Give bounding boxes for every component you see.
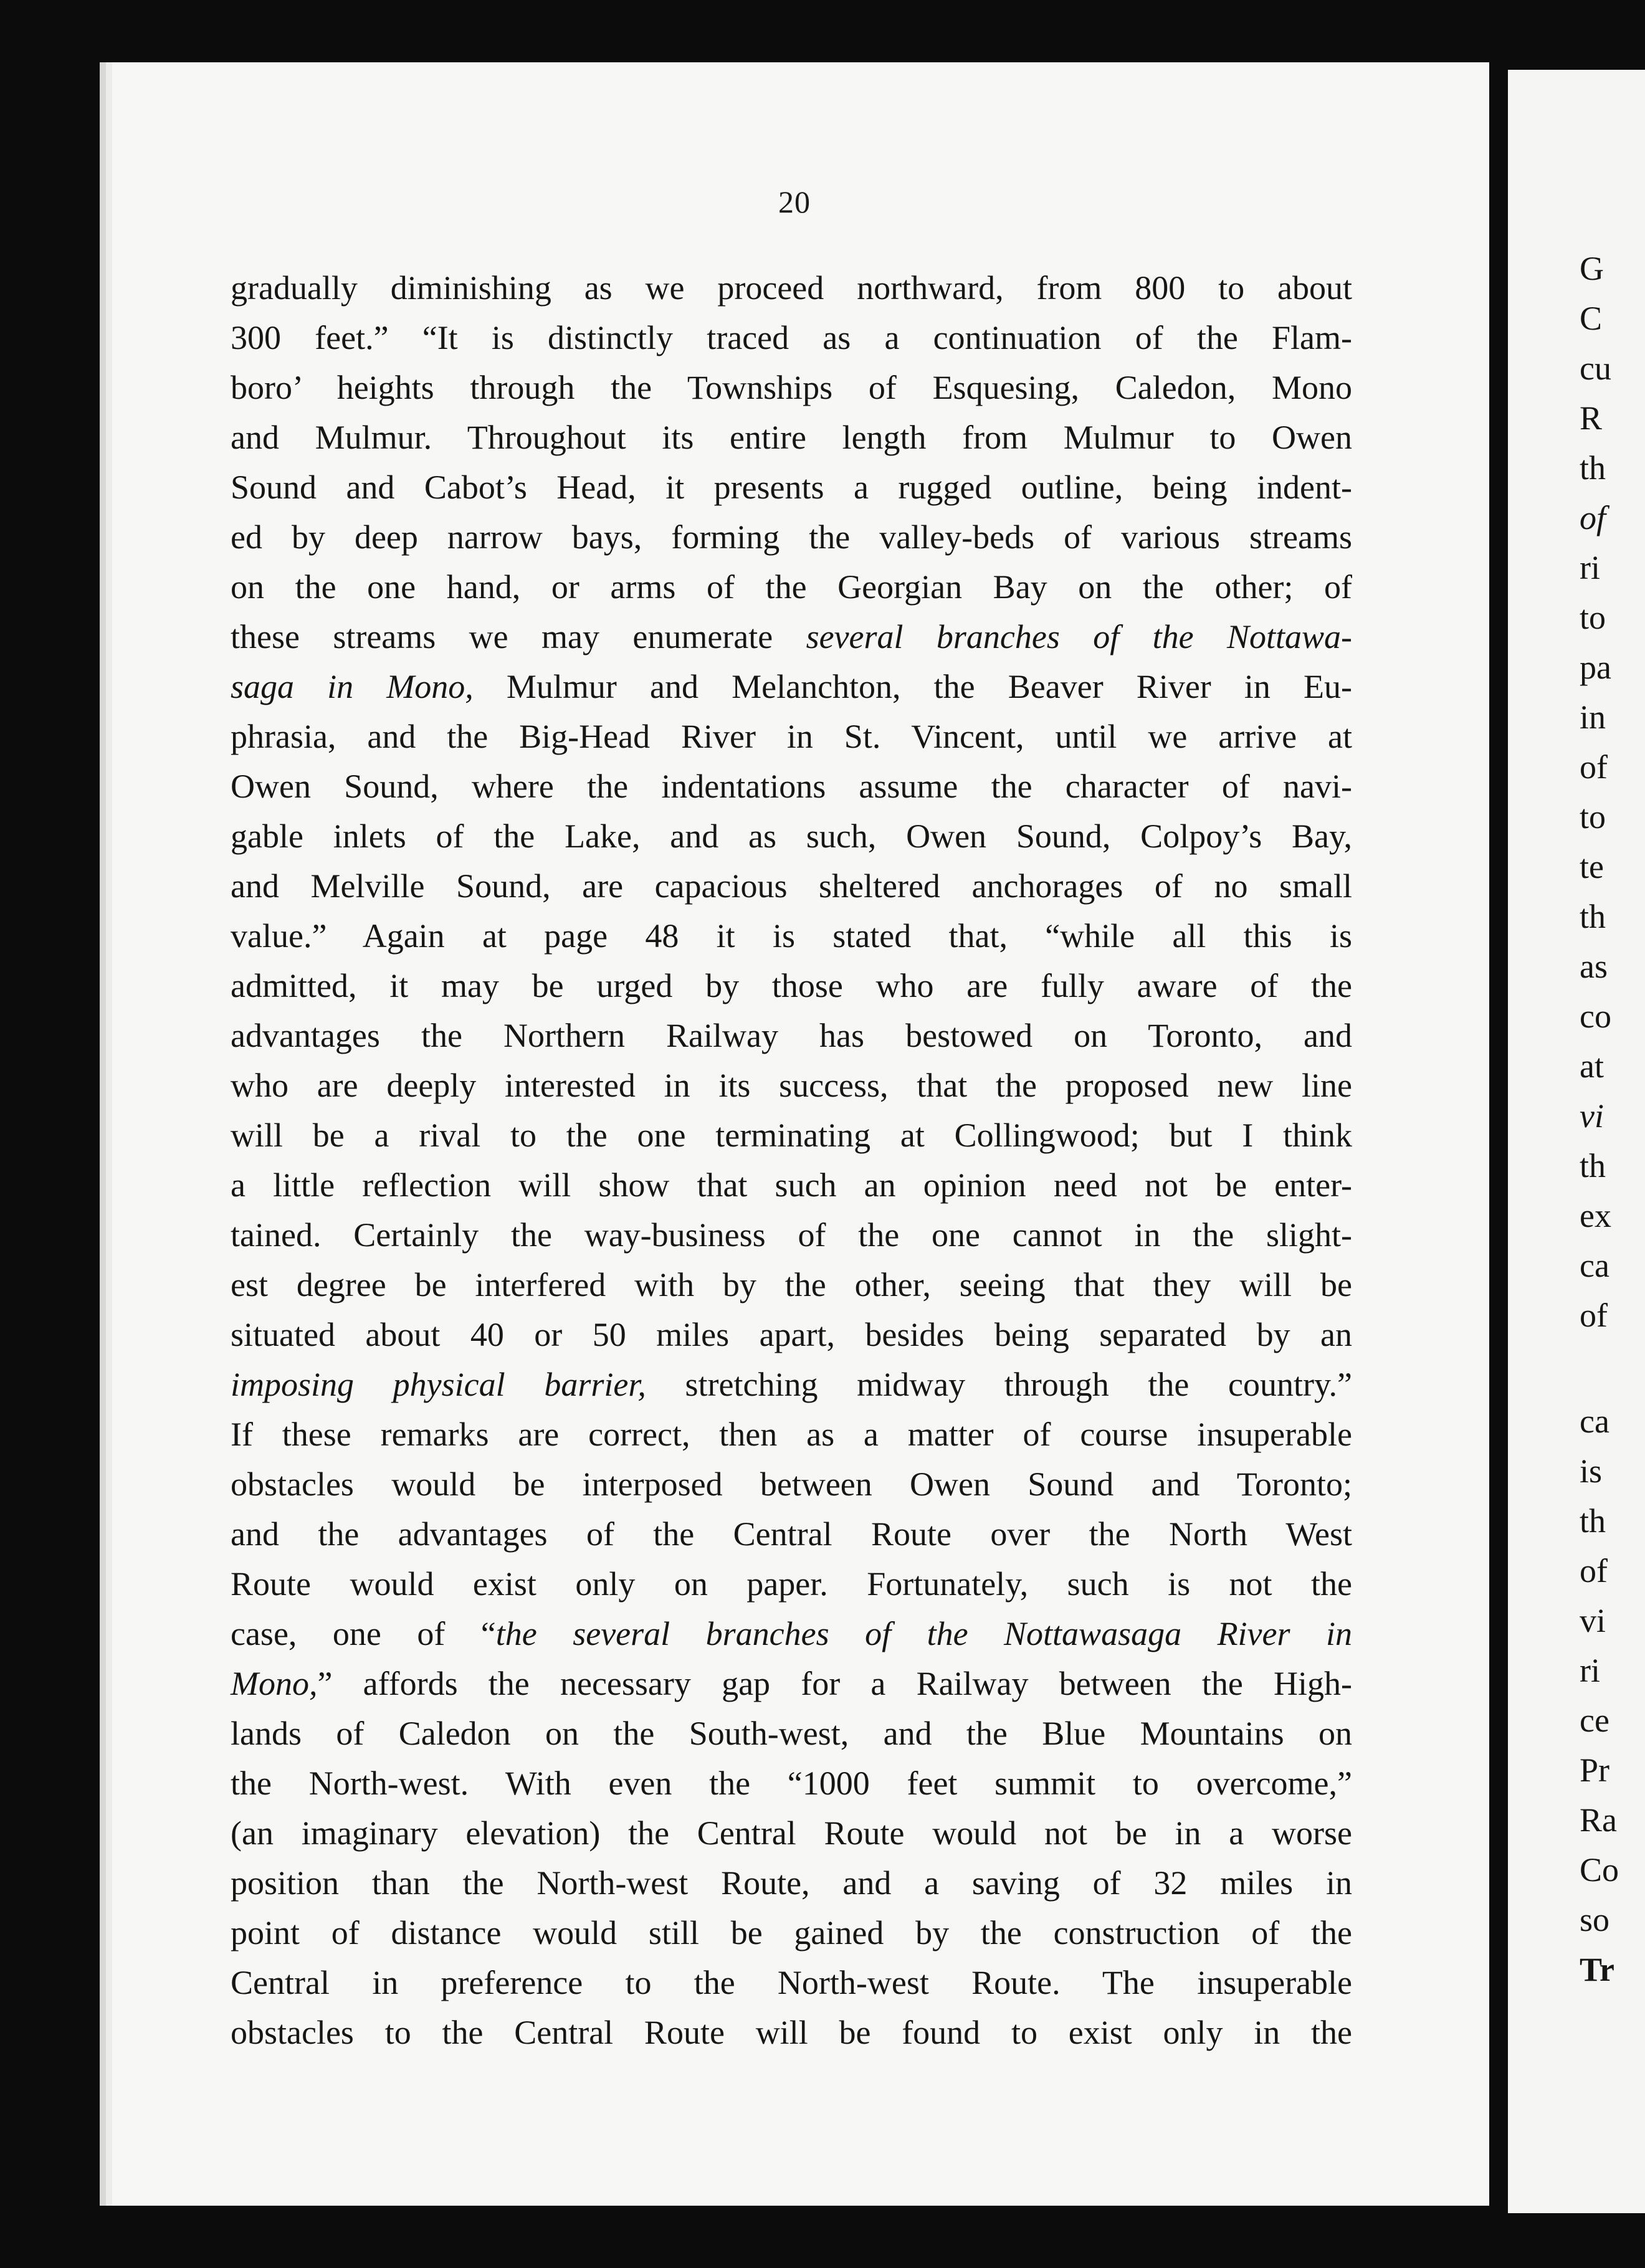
- text-line: [231, 662, 1352, 712]
- text-segment: Central in preference to the North-west Route. The insuperable: [231, 1964, 1352, 2001]
- adjacent-page-fragment: cu: [1580, 350, 1611, 387]
- text-line: [231, 911, 1352, 961]
- text-line: [231, 1609, 1352, 1659]
- page-number: 20: [778, 184, 811, 219]
- text-line: [231, 363, 1352, 412]
- text-line: [231, 1110, 1352, 1160]
- text-segment: will be a rival to the one terminating at Collingwood; but I think: [231, 1117, 1352, 1154]
- text-segment: (an imaginary elevation) the Central Route would not be in a worse: [231, 1814, 1352, 1852]
- adjacent-page-fragment: at: [1580, 1047, 1604, 1085]
- text-segment: obstacles would be interposed between Owen Sound and Toronto;: [231, 1465, 1352, 1503]
- book-page: [100, 62, 1489, 2206]
- text-segment: phrasia, and the Big-Head River in St. Vincent, until we arrive at: [231, 718, 1352, 755]
- text-line: [231, 1011, 1352, 1060]
- body-text: [231, 263, 1352, 2057]
- text-line: [231, 1509, 1352, 1559]
- text-segment: a little reflection will show that such an opinion need not be enter-: [231, 1166, 1352, 1204]
- adjacent-page-fragment: te: [1580, 848, 1604, 885]
- adjacent-page-fragment: vi: [1580, 1602, 1606, 1639]
- adjacent-page-fragment: ri: [1580, 549, 1600, 586]
- adjacent-page-fragment: th: [1580, 1147, 1606, 1184]
- text-line: [231, 1559, 1352, 1609]
- text-segment: ed by deep narrow bays, forming the valley-beds of various streams: [231, 518, 1352, 556]
- adjacent-page-fragment: C: [1580, 300, 1603, 337]
- adjacent-page-fragment: of: [1580, 499, 1606, 536]
- text-line: [231, 1708, 1352, 1758]
- text-line: [231, 811, 1352, 861]
- text-segment: lands of Caledon on the South-west, and the Blue Mountains on: [231, 1715, 1352, 1752]
- text-line: [231, 612, 1352, 662]
- text-line: [231, 1360, 1352, 1409]
- text-line: [231, 512, 1352, 562]
- adjacent-page-fragment: co: [1580, 998, 1611, 1035]
- text-line: [231, 1310, 1352, 1360]
- text-line: [231, 1210, 1352, 1260]
- adjacent-page-fragment: ca: [1580, 1403, 1609, 1440]
- text-segment: Route would exist only on paper. Fortunately, such is not the: [231, 1565, 1352, 1603]
- adjacent-page-fragment: Co: [1580, 1851, 1619, 1889]
- text-segment: point of distance would still be gained by the construction of the: [231, 1914, 1352, 1951]
- text-line: [231, 313, 1352, 363]
- text-segment: Mulmur and Melanchton, the Beaver River in Eu-: [473, 668, 1353, 705]
- adjacent-page-fragment: to: [1580, 599, 1606, 636]
- text-segment: If these remarks are correct, then as a matter of course insuperable: [231, 1416, 1352, 1453]
- text-segment: and the advantages of the Central Route over the North West: [231, 1515, 1352, 1553]
- text-line: [231, 263, 1352, 313]
- text-line: [231, 1858, 1352, 1908]
- text-line: [231, 462, 1352, 512]
- text-line: [231, 1758, 1352, 1808]
- text-segment: tained. Certainly the way-business of the one cannot in the slight-: [231, 1216, 1352, 1254]
- text-segment: and Mulmur. Throughout its entire length from Mulmur to Owen: [231, 419, 1352, 456]
- text-line: [231, 1409, 1352, 1459]
- text-segment: the North-west. With even the “1000 feet summit to overcome,”: [231, 1765, 1352, 1802]
- adjacent-page-fragment: as: [1580, 948, 1608, 985]
- text-segment: advantages the Northern Railway has bestowed on Toronto, and: [231, 1017, 1352, 1054]
- text-line: [231, 1958, 1352, 2008]
- adjacent-page-fragment: is: [1580, 1452, 1603, 1490]
- text-segment: value.” Again at page 48 it is stated that, “while all this is: [231, 917, 1352, 955]
- text-segment: these streams we may enumerate: [231, 618, 806, 655]
- adjacent-page-fragment: pa: [1580, 649, 1611, 686]
- italic-phrase: the several branches of the Nottawasaga River in: [495, 1615, 1352, 1652]
- adjacent-page-fragment: of: [1580, 1552, 1608, 1589]
- text-segment: est degree be interfered with by the other, seeing that they will be: [231, 1266, 1352, 1303]
- adjacent-page-fragment: so: [1580, 1901, 1610, 1938]
- text-segment: and Melville Sound, are capacious sheltered anchorages of no small: [231, 867, 1352, 905]
- text-segment: Owen Sound, where the indentations assume the character of navi-: [231, 768, 1352, 805]
- text-segment: stretching midway through the country.”: [646, 1366, 1352, 1403]
- adjacent-page-fragment: ex: [1580, 1197, 1611, 1234]
- text-segment: situated about 40 or 50 miles apart, besides being separated by an: [231, 1316, 1352, 1353]
- text-line: [231, 1659, 1352, 1708]
- text-line: [231, 1160, 1352, 1210]
- text-line: [231, 1808, 1352, 1858]
- text-segment: gable inlets of the Lake, and as such, Owen Sound, Colpoy’s Bay,: [231, 817, 1352, 855]
- text-line: [231, 961, 1352, 1011]
- adjacent-page-fragment: Pr: [1580, 1751, 1610, 1789]
- italic-phrase: Mono,: [231, 1665, 318, 1702]
- text-segment: on the one hand, or arms of the Georgian Bay on the other; of: [231, 568, 1352, 606]
- adjacent-page-edge: [1508, 70, 1645, 2213]
- adjacent-page-fragment: ri: [1580, 1652, 1600, 1689]
- italic-phrase: saga in Mono,: [231, 668, 474, 705]
- adjacent-page-fragment: Ra: [1580, 1801, 1617, 1839]
- adjacent-page-fragment: th: [1580, 1502, 1606, 1540]
- adjacent-page-fragment: of: [1580, 748, 1608, 786]
- text-line: [231, 1060, 1352, 1110]
- text-segment: case, one of “: [231, 1615, 496, 1652]
- text-segment: ” affords the necessary gap for a Railway between the High-: [317, 1665, 1352, 1702]
- text-segment: who are deeply interested in its success, that the proposed new line: [231, 1067, 1352, 1104]
- adjacent-page-fragment: G: [1580, 250, 1604, 287]
- text-line: [231, 1260, 1352, 1310]
- text-line: [231, 412, 1352, 462]
- text-segment: 300 feet.” “It is distinctly traced as a continuation of the Flam-: [231, 319, 1352, 356]
- text-line: [231, 1908, 1352, 1958]
- adjacent-page-fragment: in: [1580, 698, 1606, 736]
- text-line: [231, 562, 1352, 612]
- text-line: [231, 2008, 1352, 2057]
- adjacent-page-fragment: R: [1580, 399, 1603, 437]
- text-line: [231, 761, 1352, 811]
- text-segment: admitted, it may be urged by those who are fully aware of the: [231, 967, 1352, 1004]
- text-segment: boro’ heights through the Townships of Esquesing, Caledon, Mono: [231, 369, 1352, 406]
- adjacent-page-fragment: ce: [1580, 1702, 1609, 1739]
- adjacent-page-fragment: ca: [1580, 1247, 1609, 1284]
- italic-phrase: imposing physical barrier,: [231, 1366, 646, 1403]
- adjacent-page-fragment: th: [1580, 449, 1606, 487]
- adjacent-page-fragment: Tr: [1580, 1951, 1614, 1988]
- text-segment: gradually diminishing as we proceed northward, from 800 to about: [231, 269, 1352, 307]
- text-line: [231, 712, 1352, 761]
- adjacent-page-fragment: to: [1580, 798, 1606, 836]
- text-segment: position than the North-west Route, and a saving of 32 miles in: [231, 1864, 1352, 1902]
- adjacent-page-fragment: th: [1580, 898, 1606, 935]
- text-segment: obstacles to the Central Route will be found to exist only in the: [231, 2014, 1352, 2051]
- adjacent-page-fragment: vi: [1580, 1097, 1604, 1135]
- text-line: [231, 861, 1352, 911]
- italic-phrase: several branches of the Nottawa-: [806, 618, 1352, 655]
- adjacent-page-fragment: of: [1580, 1297, 1608, 1334]
- text-line: [231, 1459, 1352, 1509]
- text-segment: Sound and Cabot’s Head, it presents a rugged outline, being indent-: [231, 469, 1352, 506]
